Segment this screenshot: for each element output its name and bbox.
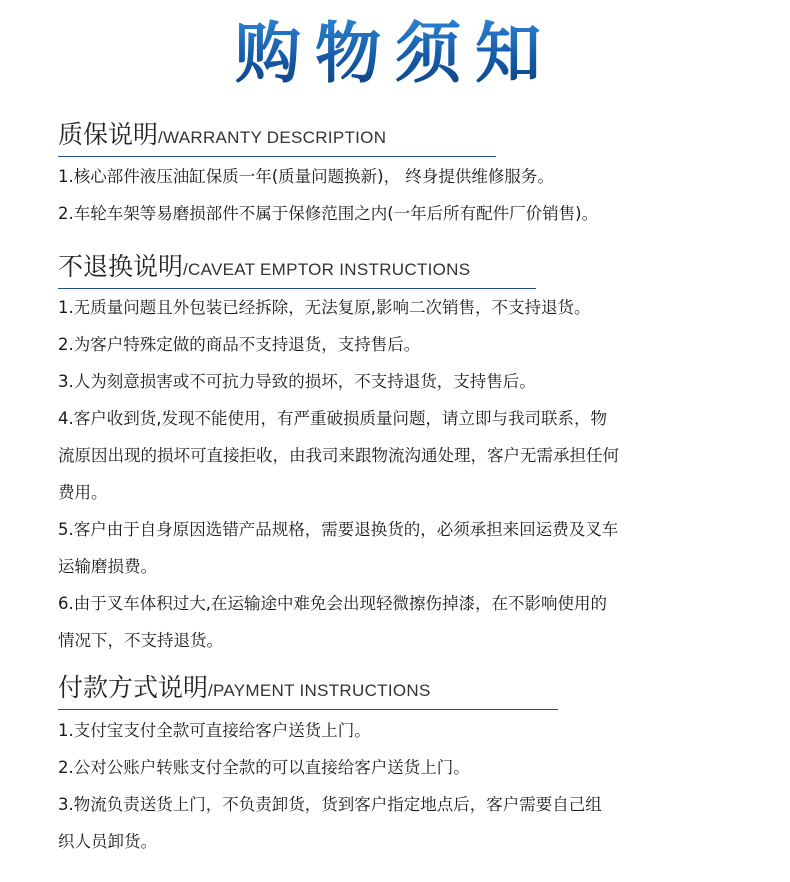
section-title-en: /WARRANTY DESCRIPTION (158, 128, 387, 147)
list-item: 情况下，不支持退货。 (58, 631, 223, 650)
list-item: 6.由于叉车体积过大,在运输途中难免会出现轻微擦伤掉漆，在不影响使用的 (58, 594, 607, 613)
section-title-en: /PAYMENT INSTRUCTIONS (208, 681, 431, 700)
list-item: 5.客户由于自身原因选错产品规格，需要退换货的，必须承担来回运费及叉车 (58, 520, 619, 539)
list-item: 1.无质量问题且外包装已经拆除，无法复原,影响二次销售，不支持退货。 (58, 298, 591, 317)
list-item: 2.车轮车架等易磨损部件不属于保修范围之内(一年后所有配件厂价销售)。 (58, 204, 599, 223)
section-title-en: /CAVEAT EMPTOR INSTRUCTIONS (183, 260, 471, 279)
list-item: 费用。 (58, 483, 108, 502)
page-title: 购物须知 (0, 14, 790, 94)
list-item: 3.物流负责送货上门，不负责卸货，货到客户指定地点后，客户需要自己组 (58, 795, 602, 814)
section-heading (58, 669, 758, 707)
section-items (58, 158, 758, 232)
section-title-cn: 不退换说明 (58, 252, 184, 281)
list-item: 3.人为刻意损害或不可抗力导致的损坏，不支持退货，支持售后。 (58, 372, 536, 391)
list-item: 流原因出现的损坏可直接拒收，由我司来跟物流沟通处理，客户无需承担任何 (58, 446, 619, 465)
list-item: 2.为客户特殊定做的商品不支持退货，支持售后。 (58, 335, 421, 354)
no-return-section (58, 248, 758, 650)
list-item: 1.核心部件液压油缸保质一年(质量问题换新)， 终身提供维修服务。 (58, 167, 554, 186)
list-item: 运输磨损费。 (58, 557, 157, 576)
section-items (58, 289, 758, 659)
warranty-section (58, 116, 758, 223)
payment-section (58, 669, 758, 851)
section-heading (58, 116, 758, 154)
list-item: 2.公对公账户转账支付全款的可以直接给客户送货上门。 (58, 758, 470, 777)
list-item: 1.支付宝支付全款可直接给客户送货上门。 (58, 721, 371, 740)
section-heading (58, 248, 758, 286)
section-underline (58, 709, 558, 710)
section-underline (58, 156, 496, 157)
section-title-cn: 付款方式说明 (58, 673, 209, 702)
section-title-cn: 质保说明 (58, 120, 159, 149)
section-items (58, 712, 758, 860)
list-item: 织人员卸货。 (58, 832, 157, 851)
list-item: 4.客户收到货,发现不能使用，有严重破损质量问题，请立即与我司联系，物 (58, 409, 607, 428)
